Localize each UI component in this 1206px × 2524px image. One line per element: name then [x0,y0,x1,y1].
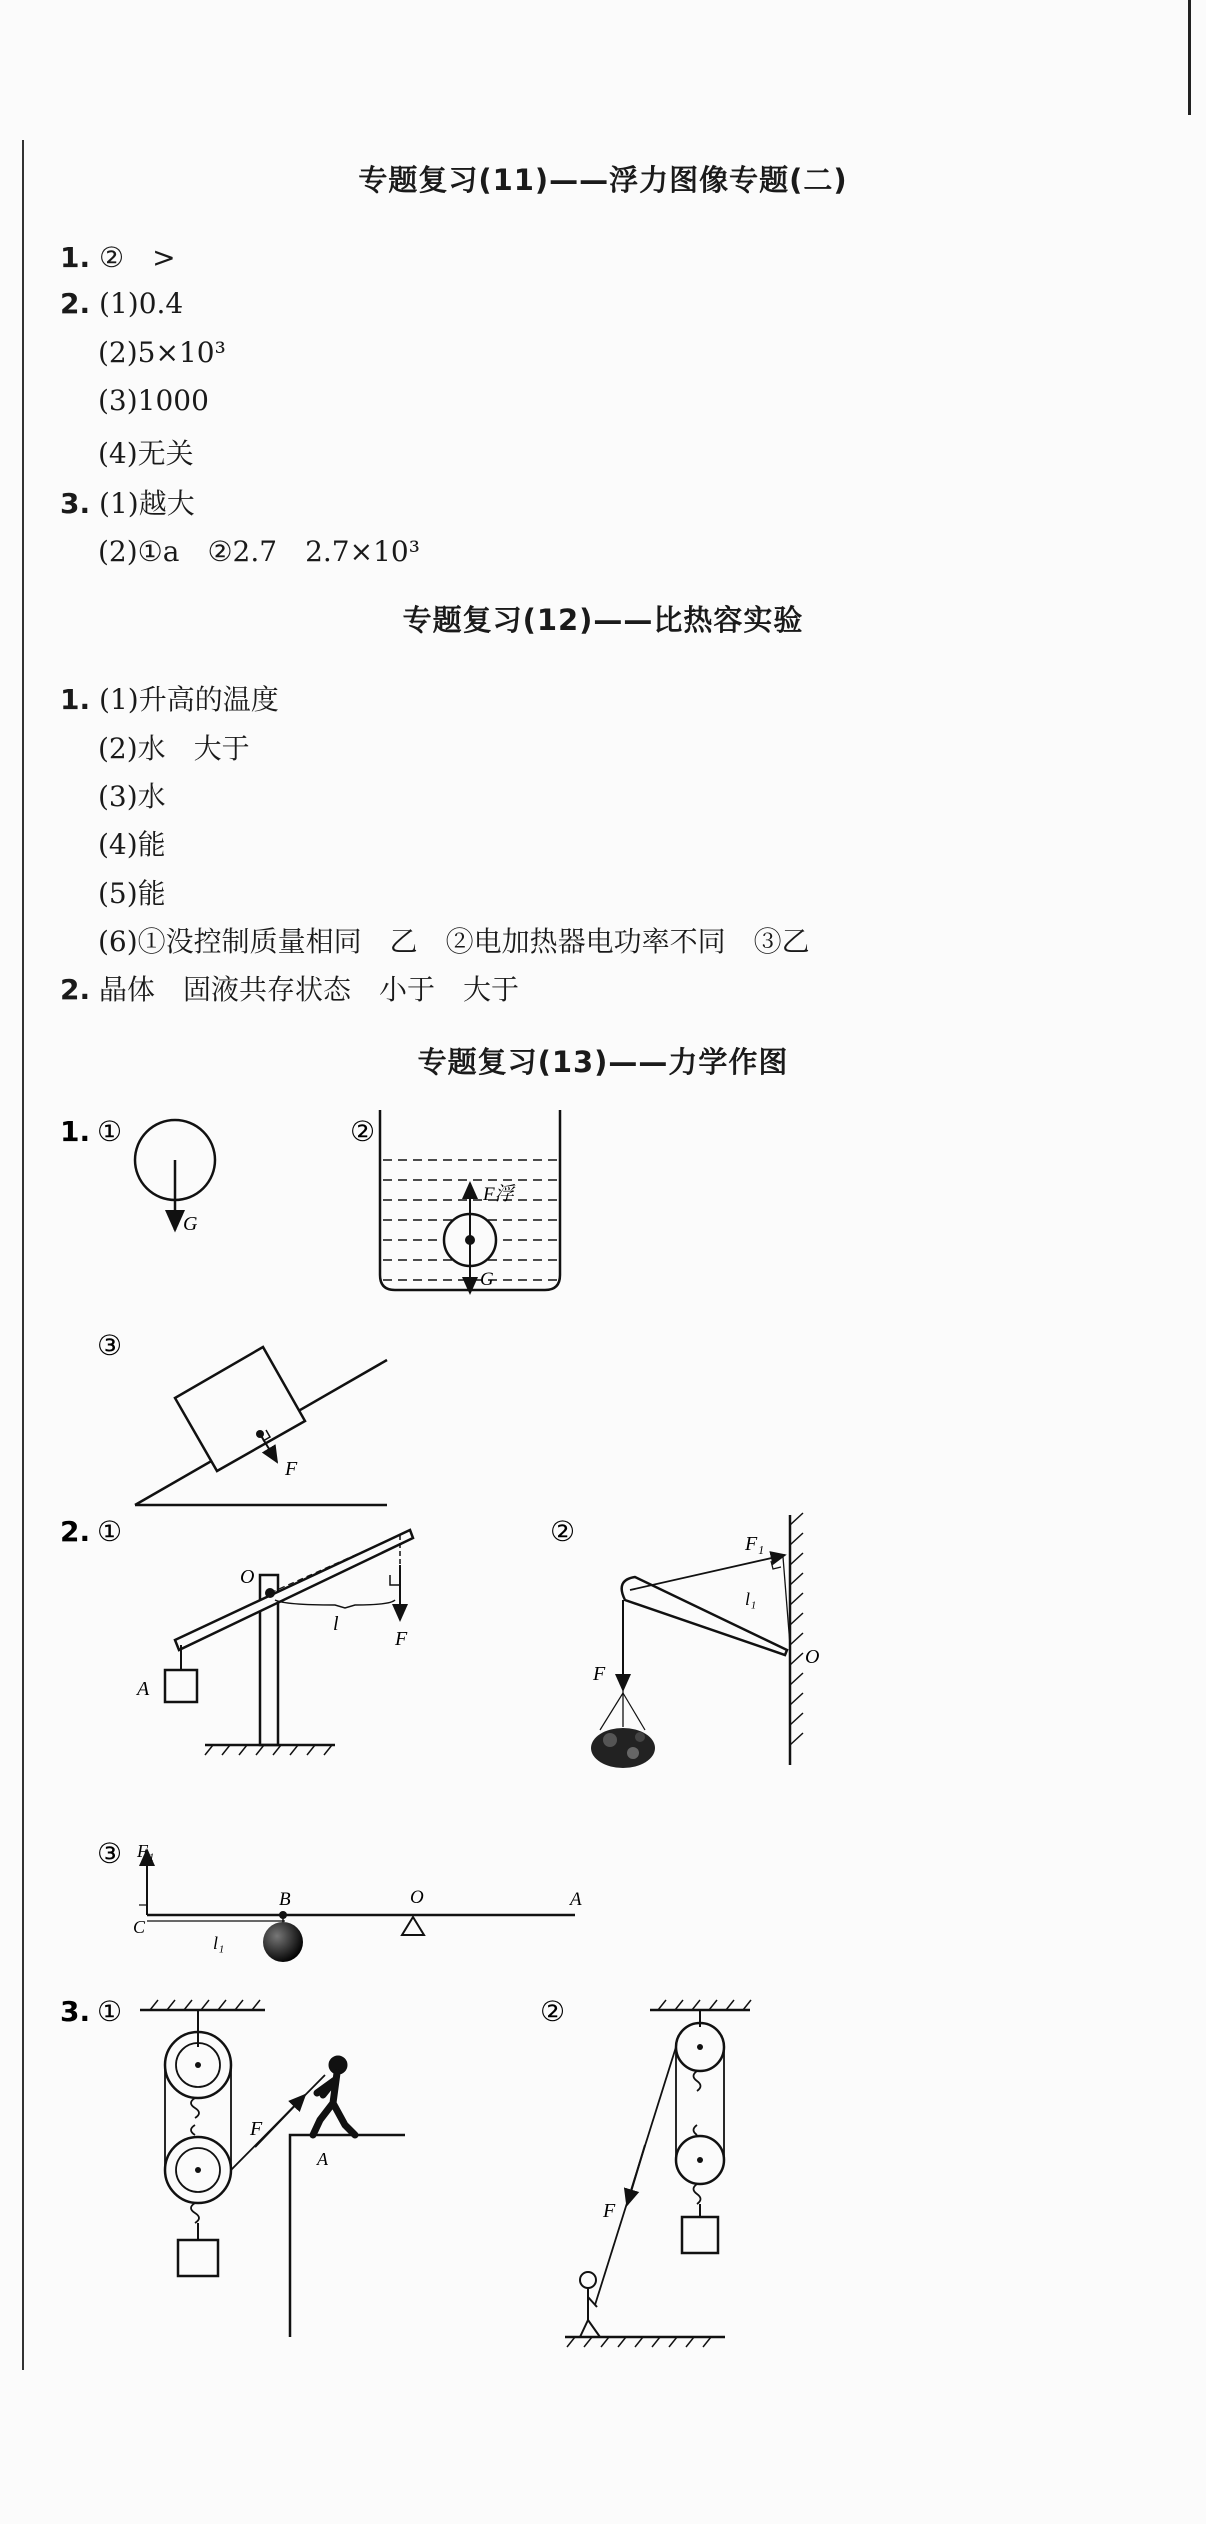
answer-line: 2. (1)0.4 [60,287,184,320]
load-block-2 [682,2217,718,2253]
q3-mark-1: ① [97,1997,123,2028]
label-F-b: F [593,1663,606,1685]
q2-mark-2: ② [550,1517,576,1548]
label-F1: F₁ [745,1533,765,1555]
answer-line: (2)水 大于 [98,732,250,765]
block [175,1347,305,1471]
bracket-arm [622,1577,787,1655]
person-figure-pulling [313,2056,355,2135]
answer-line: (2)①a ②2.7 2.7×10³ [98,535,420,568]
answer-line: 3. (1)越大 [60,487,195,520]
label-B: B [279,1889,291,1910]
answer-line: (2)5×10³ [98,336,226,369]
label-F: F [285,1458,298,1480]
label-l1-c: l₁ [213,1933,225,1953]
page-left-border [22,140,24,2370]
label-A-c: A [570,1889,582,1910]
label-A: A [137,1678,150,1700]
q2-mark-3: ③ [97,1839,123,1870]
answer-line: 1. (1)升高的温度 [60,683,279,716]
q1-mark-3: ③ [97,1331,123,1362]
answer-line: 1. ② > [60,241,176,274]
answer-line: (5)能 [98,877,166,910]
figure-q1 [55,1105,575,1525]
q1-number: 1. [60,1115,91,1148]
label-F-buoyancy: F浮 [483,1184,514,1205]
answer-line: (4)能 [98,828,166,861]
q1-mark-2: ② [350,1117,376,1148]
label-G: G [183,1213,198,1235]
weight-A [165,1670,197,1702]
label-F-q3b: F [603,2200,616,2222]
section-title-13: 专题复习(13)——力学作图 [417,1045,789,1079]
answer-line: (4)无关 [98,437,194,470]
q3-mark-2: ② [540,1997,566,2028]
answer-line: (6)①没控制质量相同 乙 ②电加热器电功率不同 ③乙 [98,925,810,958]
answer-line: (3)水 [98,780,166,813]
label-F-a: F [395,1628,408,1650]
answer-line: (3)1000 [98,384,209,417]
label-l1: l₁ [745,1589,757,1609]
label-l: l [333,1613,339,1635]
section-title-11: 专题复习(11)——浮力图像专题(二) [358,163,848,197]
q3-number: 3. [60,1995,91,2028]
label-O-c: O [410,1887,424,1908]
figure-q3 [55,1985,775,2385]
q2-mark-1: ① [97,1517,123,1548]
answer-line: 2. 晶体 固液共存状态 小于 大于 [60,973,520,1006]
label-C: C [133,1917,146,1937]
page-right-edge [1188,0,1191,115]
q1-mark-1: ① [97,1117,123,1148]
figure-q2 [55,1505,855,1965]
label-F1-c: F₁ [137,1841,155,1861]
label-O: O [240,1566,255,1588]
label-A-q3: A [317,2149,328,2169]
label-O-b: O [805,1646,820,1668]
label-F-q3a: F [250,2118,263,2140]
lever-arm [175,1530,413,1650]
section-title-12: 专题复习(12)——比热容实验 [402,603,804,637]
hanging-ball [263,1922,303,1962]
label-G2: G [480,1269,494,1290]
fulcrum [402,1917,424,1935]
q2-number: 2. [60,1515,91,1548]
load-block [178,2240,218,2276]
person-figure-standing [580,2272,600,2337]
